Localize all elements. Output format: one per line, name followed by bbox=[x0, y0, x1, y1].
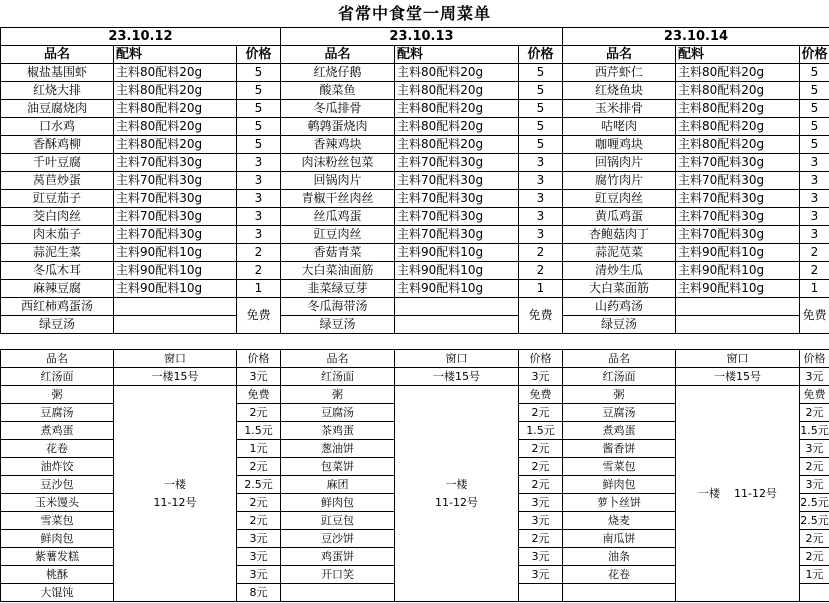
breakfast-item-price: 2.5元 bbox=[237, 476, 281, 494]
breakfast-item-price: 1元 bbox=[800, 566, 829, 584]
soup-price: 免费 bbox=[237, 298, 281, 334]
date-cell: 23.10.14 bbox=[563, 28, 829, 46]
dish-price: 5 bbox=[237, 118, 281, 136]
breakfast-item-name: 酱香饼 bbox=[563, 440, 676, 458]
dish-ingredients: 主料90配料10g bbox=[676, 262, 800, 280]
dish-name: 肉沫粉丝包菜 bbox=[281, 154, 395, 172]
breakfast-item-name: 红汤面 bbox=[563, 368, 676, 386]
soup-row bbox=[1, 298, 829, 316]
dish-price: 5 bbox=[237, 64, 281, 82]
dish-ingredients: 主料80配料20g bbox=[114, 64, 237, 82]
breakfast-item-price: 3元 bbox=[800, 440, 829, 458]
breakfast-window-first: 一楼15号 bbox=[114, 368, 237, 386]
header-row bbox=[1, 46, 829, 64]
breakfast-item-name: 包菜饼 bbox=[281, 458, 395, 476]
dish-ingredients: 主料80配料20g bbox=[676, 100, 800, 118]
date-cell: 23.10.13 bbox=[281, 28, 563, 46]
dish-name: 腐竹肉片 bbox=[563, 172, 676, 190]
breakfast-item-name: 煮鸡蛋 bbox=[563, 422, 676, 440]
breakfast-window-first: 一楼15号 bbox=[676, 368, 800, 386]
breakfast-item-name: 烧麦 bbox=[563, 512, 676, 530]
dish-name: 油豆腐烧肉 bbox=[1, 100, 114, 118]
window-inline: 一楼 11-12号 bbox=[698, 486, 777, 500]
header-ingredients: 配料 bbox=[676, 46, 800, 64]
dish-price: 3 bbox=[237, 154, 281, 172]
dish-price: 2 bbox=[800, 262, 829, 280]
breakfast-item-name: 豆腐汤 bbox=[563, 404, 676, 422]
breakfast-item-name: 开口笑 bbox=[281, 566, 395, 584]
dish-name: 咕咾肉 bbox=[563, 118, 676, 136]
date-cell: 23.10.12 bbox=[1, 28, 281, 46]
dish-row bbox=[1, 100, 829, 118]
soup-row bbox=[1, 316, 829, 334]
dish-row bbox=[1, 262, 829, 280]
breakfast-item-price: 1.5元 bbox=[800, 422, 829, 440]
breakfast-item-price: 1.5元 bbox=[237, 422, 281, 440]
soup-name: 西红柿鸡蛋汤 bbox=[1, 298, 114, 316]
dish-price: 5 bbox=[800, 136, 829, 154]
breakfast-item-price: 3元 bbox=[519, 548, 563, 566]
soup-blank bbox=[114, 316, 237, 334]
dish-price: 3 bbox=[800, 172, 829, 190]
breakfast-header-name: 品名 bbox=[281, 350, 395, 368]
breakfast-item-name: 鸡蛋饼 bbox=[281, 548, 395, 566]
breakfast-header-name: 品名 bbox=[563, 350, 676, 368]
header-ingredients: 配料 bbox=[114, 46, 237, 64]
dish-name: 西芹虾仁 bbox=[563, 64, 676, 82]
dish-name: 杏鲍菇肉丁 bbox=[563, 226, 676, 244]
breakfast-item-name: 鲜肉包 bbox=[563, 476, 676, 494]
dish-row bbox=[1, 280, 829, 298]
dish-name: 茭白肉丝 bbox=[1, 208, 114, 226]
breakfast-item-price: 3元 bbox=[237, 530, 281, 548]
header-ingredients: 配料 bbox=[395, 46, 519, 64]
soup-blank bbox=[676, 298, 800, 316]
dish-price: 3 bbox=[800, 226, 829, 244]
dish-ingredients: 主料90配料10g bbox=[395, 244, 519, 262]
dish-price: 5 bbox=[237, 82, 281, 100]
breakfast-item-price: 2元 bbox=[237, 512, 281, 530]
dish-name: 大白菜油面筋 bbox=[281, 262, 395, 280]
breakfast-item-price: 3元 bbox=[519, 512, 563, 530]
breakfast-item-name: 红汤面 bbox=[1, 368, 114, 386]
breakfast-item-name: 煮鸡蛋 bbox=[1, 422, 114, 440]
breakfast-header-price: 价格 bbox=[800, 350, 829, 368]
breakfast-window-main bbox=[676, 386, 800, 602]
dish-ingredients: 主料80配料20g bbox=[395, 100, 519, 118]
dish-price: 3 bbox=[519, 190, 563, 208]
dish-name: 回锅肉片 bbox=[281, 172, 395, 190]
breakfast-item-name: 茶鸡蛋 bbox=[281, 422, 395, 440]
breakfast-item-name: 油条 bbox=[563, 548, 676, 566]
header-name: 品名 bbox=[1, 46, 114, 64]
breakfast-item-name: 葱油饼 bbox=[281, 440, 395, 458]
dish-ingredients: 主料70配料30g bbox=[676, 172, 800, 190]
breakfast-item-name: 麻团 bbox=[281, 476, 395, 494]
dish-row bbox=[1, 172, 829, 190]
breakfast-item-price: 2元 bbox=[237, 458, 281, 476]
breakfast-header-name: 品名 bbox=[1, 350, 114, 368]
dish-ingredients: 主料80配料20g bbox=[676, 82, 800, 100]
dish-ingredients: 主料70配料30g bbox=[114, 172, 237, 190]
dish-name: 麻辣豆腐 bbox=[1, 280, 114, 298]
breakfast-row bbox=[1, 368, 829, 386]
breakfast-item-price: 2元 bbox=[519, 476, 563, 494]
breakfast-item-name: 红汤面 bbox=[281, 368, 395, 386]
dish-ingredients: 主料90配料10g bbox=[395, 280, 519, 298]
dish-name: 鹌鹑蛋烧肉 bbox=[281, 118, 395, 136]
soup-blank bbox=[114, 298, 237, 316]
dish-price: 3 bbox=[519, 226, 563, 244]
dish-price: 1 bbox=[237, 280, 281, 298]
dish-price: 5 bbox=[800, 100, 829, 118]
breakfast-window-first: 一楼15号 bbox=[395, 368, 519, 386]
dish-ingredients: 主料90配料10g bbox=[114, 280, 237, 298]
dish-ingredients: 主料70配料30g bbox=[676, 154, 800, 172]
dish-row bbox=[1, 64, 829, 82]
breakfast-item-price: 3元 bbox=[800, 476, 829, 494]
window-line2: 11-12号 bbox=[435, 495, 478, 509]
breakfast-item-name: 粥 bbox=[563, 386, 676, 404]
dish-price: 3 bbox=[519, 172, 563, 190]
breakfast-item-name: 豆腐汤 bbox=[281, 404, 395, 422]
breakfast-header-window: 窗口 bbox=[114, 350, 237, 368]
breakfast-header-row bbox=[1, 350, 829, 368]
dish-name: 肉末茄子 bbox=[1, 226, 114, 244]
breakfast-item-price: 2元 bbox=[519, 440, 563, 458]
dish-ingredients: 主料80配料20g bbox=[114, 136, 237, 154]
dish-ingredients: 主料70配料30g bbox=[676, 208, 800, 226]
dish-name: 红烧大排 bbox=[1, 82, 114, 100]
header-price: 价格 bbox=[237, 46, 281, 64]
dish-price: 5 bbox=[800, 82, 829, 100]
breakfast-item-price: 3元 bbox=[237, 368, 281, 386]
breakfast-item-price: 2元 bbox=[237, 494, 281, 512]
dish-ingredients: 主料80配料20g bbox=[114, 118, 237, 136]
header-name: 品名 bbox=[281, 46, 395, 64]
dish-price: 3 bbox=[237, 190, 281, 208]
dish-price: 2 bbox=[237, 262, 281, 280]
dish-ingredients: 主料80配料20g bbox=[676, 136, 800, 154]
dish-price: 2 bbox=[237, 244, 281, 262]
soup-name: 绿豆汤 bbox=[563, 316, 676, 334]
breakfast-item-price: 2.5元 bbox=[800, 494, 829, 512]
dish-row bbox=[1, 118, 829, 136]
breakfast-item-price: 8元 bbox=[237, 584, 281, 602]
dish-ingredients: 主料90配料10g bbox=[114, 262, 237, 280]
breakfast-item-price: 免费 bbox=[519, 386, 563, 404]
dish-price: 3 bbox=[800, 190, 829, 208]
header-price: 价格 bbox=[801, 47, 828, 62]
dish-ingredients: 主料90配料10g bbox=[676, 244, 800, 262]
soup-blank bbox=[676, 316, 800, 334]
breakfast-item-name: 油炸饺 bbox=[1, 458, 114, 476]
soup-name: 山药鸡汤 bbox=[563, 298, 676, 316]
dish-price: 5 bbox=[519, 82, 563, 100]
dish-name: 香酥鸡柳 bbox=[1, 136, 114, 154]
dish-price: 3 bbox=[237, 226, 281, 244]
dish-price: 5 bbox=[519, 118, 563, 136]
dish-name: 香菇青菜 bbox=[281, 244, 395, 262]
soup-name: 绿豆汤 bbox=[281, 316, 395, 334]
dish-price: 2 bbox=[519, 244, 563, 262]
breakfast-row bbox=[1, 386, 829, 404]
dish-ingredients: 主料80配料20g bbox=[676, 118, 800, 136]
breakfast-item-name: 萝卜丝饼 bbox=[563, 494, 676, 512]
breakfast-item-price: 2元 bbox=[800, 404, 829, 422]
dish-price: 3 bbox=[519, 208, 563, 226]
breakfast-item-price: 2元 bbox=[519, 530, 563, 548]
dish-ingredients: 主料80配料20g bbox=[395, 82, 519, 100]
breakfast-item-name: 雪菜包 bbox=[1, 512, 114, 530]
dish-name: 冬瓜木耳 bbox=[1, 262, 114, 280]
window-line1: 一楼 bbox=[164, 477, 186, 491]
dish-name: 千叶豆腐 bbox=[1, 154, 114, 172]
dish-price: 3 bbox=[519, 154, 563, 172]
dish-price: 5 bbox=[237, 100, 281, 118]
dish-name: 咖喱鸡块 bbox=[563, 136, 676, 154]
dish-ingredients: 主料90配料10g bbox=[114, 244, 237, 262]
breakfast-item-price: 3元 bbox=[237, 566, 281, 584]
dish-price: 2 bbox=[800, 244, 829, 262]
breakfast-item-name: 花卷 bbox=[1, 440, 114, 458]
dish-price: 3 bbox=[237, 172, 281, 190]
breakfast-item-price: 3元 bbox=[519, 368, 563, 386]
dish-price: 3 bbox=[800, 154, 829, 172]
breakfast-item-name: 豆沙饼 bbox=[281, 530, 395, 548]
dish-ingredients: 主料80配料20g bbox=[114, 100, 237, 118]
breakfast-item-price: 3元 bbox=[237, 548, 281, 566]
breakfast-item-name: 桃酥 bbox=[1, 566, 114, 584]
dish-name: 清炒生瓜 bbox=[563, 262, 676, 280]
dish-row bbox=[1, 208, 829, 226]
breakfast-item-name: 南瓜饼 bbox=[563, 530, 676, 548]
dish-name: 蒜泥苋菜 bbox=[563, 244, 676, 262]
breakfast-item-price: 1.5元 bbox=[519, 422, 563, 440]
breakfast-item-name: 粥 bbox=[281, 386, 395, 404]
breakfast-item-name: 紫薯发糕 bbox=[1, 548, 114, 566]
dish-name: 椒盐基围虾 bbox=[1, 64, 114, 82]
breakfast-item-price: 2元 bbox=[800, 548, 829, 566]
dish-price: 5 bbox=[519, 136, 563, 154]
dish-price: 1 bbox=[519, 280, 563, 298]
date-row bbox=[1, 28, 829, 46]
dish-name: 黄瓜鸡蛋 bbox=[563, 208, 676, 226]
breakfast-window-main bbox=[395, 386, 519, 602]
dish-ingredients: 主料80配料20g bbox=[395, 136, 519, 154]
dish-name: 韭菜绿豆芽 bbox=[281, 280, 395, 298]
soup-name: 冬瓜海带汤 bbox=[281, 298, 395, 316]
dish-price: 5 bbox=[800, 118, 829, 136]
dish-ingredients: 主料80配料20g bbox=[114, 82, 237, 100]
breakfast-header-price: 价格 bbox=[237, 350, 281, 368]
dish-ingredients: 主料80配料20g bbox=[676, 64, 800, 82]
dish-price: 5 bbox=[519, 100, 563, 118]
dish-row bbox=[1, 226, 829, 244]
header-name: 品名 bbox=[563, 46, 676, 64]
dish-ingredients: 主料70配料30g bbox=[395, 190, 519, 208]
dish-row bbox=[1, 82, 829, 100]
breakfast-item-price: 1元 bbox=[237, 440, 281, 458]
breakfast-item-price: 2元 bbox=[800, 530, 829, 548]
breakfast-item-name: 粥 bbox=[1, 386, 114, 404]
header-price: 价格 bbox=[519, 46, 563, 64]
breakfast-item-price bbox=[800, 584, 829, 602]
dish-ingredients: 主料70配料30g bbox=[114, 226, 237, 244]
window-line2: 11-12号 bbox=[153, 495, 197, 509]
breakfast-header-window: 窗口 bbox=[395, 350, 519, 368]
soup-blank bbox=[395, 316, 519, 334]
dish-price: 2 bbox=[519, 262, 563, 280]
dish-name: 蒜泥生菜 bbox=[1, 244, 114, 262]
dish-ingredients: 主料90配料10g bbox=[676, 280, 800, 298]
dish-name: 豇豆肉丝 bbox=[281, 226, 395, 244]
dish-ingredients: 主料70配料30g bbox=[114, 208, 237, 226]
dish-name: 回锅肉片 bbox=[563, 154, 676, 172]
breakfast-item-name bbox=[281, 584, 395, 602]
dish-name: 酸菜鱼 bbox=[281, 82, 395, 100]
dish-name: 红烧鱼块 bbox=[563, 82, 676, 100]
dish-row bbox=[1, 136, 829, 154]
dish-ingredients: 主料70配料30g bbox=[114, 154, 237, 172]
breakfast-item-name: 豆沙包 bbox=[1, 476, 114, 494]
dish-ingredients: 主料80配料20g bbox=[395, 118, 519, 136]
lunch-menu-table bbox=[0, 27, 829, 334]
breakfast-item-name: 鲜肉包 bbox=[1, 530, 114, 548]
dish-name: 豇豆茄子 bbox=[1, 190, 114, 208]
dish-name: 丝瓜鸡蛋 bbox=[281, 208, 395, 226]
dish-name: 豇豆肉丝 bbox=[563, 190, 676, 208]
dish-name: 玉米排骨 bbox=[563, 100, 676, 118]
breakfast-item-price: 2元 bbox=[519, 458, 563, 476]
breakfast-menu-table bbox=[0, 349, 829, 602]
dish-price: 3 bbox=[800, 208, 829, 226]
breakfast-item-name: 大馄饨 bbox=[1, 584, 114, 602]
dish-row bbox=[1, 154, 829, 172]
dish-ingredients: 主料80配料20g bbox=[395, 64, 519, 82]
soup-blank bbox=[395, 298, 519, 316]
dish-ingredients: 主料70配料30g bbox=[676, 190, 800, 208]
dish-ingredients: 主料70配料30g bbox=[114, 190, 237, 208]
soup-name: 绿豆汤 bbox=[1, 316, 114, 334]
dish-name: 红烧仔鹅 bbox=[281, 64, 395, 82]
breakfast-item-price: 3元 bbox=[519, 494, 563, 512]
dish-ingredients: 主料70配料30g bbox=[395, 226, 519, 244]
breakfast-item-price: 免费 bbox=[237, 386, 281, 404]
dish-ingredients: 主料70配料30g bbox=[395, 154, 519, 172]
breakfast-item-name: 鲜肉包 bbox=[281, 494, 395, 512]
dish-name: 冬瓜排骨 bbox=[281, 100, 395, 118]
dish-ingredients: 主料90配料10g bbox=[395, 262, 519, 280]
breakfast-header-window: 窗口 bbox=[676, 350, 800, 368]
soup-price: 免费 bbox=[800, 298, 829, 334]
breakfast-item-price: 3元 bbox=[519, 566, 563, 584]
breakfast-item-price bbox=[519, 584, 563, 602]
dish-name: 莴苣炒蛋 bbox=[1, 172, 114, 190]
dish-price: 5 bbox=[237, 136, 281, 154]
dish-name: 大白菜面筋 bbox=[563, 280, 676, 298]
dish-row bbox=[1, 244, 829, 262]
dish-name: 青椒干丝肉丝 bbox=[281, 190, 395, 208]
soup-price: 免费 bbox=[519, 298, 563, 334]
breakfast-item-name: 玉米馒头 bbox=[1, 494, 114, 512]
window-line1: 一楼 bbox=[445, 477, 468, 491]
page-title: 省常中食堂一周菜单 bbox=[337, 4, 491, 23]
breakfast-item-price: 2元 bbox=[519, 404, 563, 422]
dish-name: 口水鸡 bbox=[1, 118, 114, 136]
dish-ingredients: 主料70配料30g bbox=[395, 208, 519, 226]
dish-ingredients: 主料70配料30g bbox=[395, 172, 519, 190]
breakfast-item-price: 3元 bbox=[800, 368, 829, 386]
dish-price: 1 bbox=[800, 280, 829, 298]
breakfast-item-name: 雪菜包 bbox=[563, 458, 676, 476]
breakfast-item-price: 2元 bbox=[800, 458, 829, 476]
dish-ingredients: 主料70配料30g bbox=[676, 226, 800, 244]
breakfast-item-name: 豇豆包 bbox=[281, 512, 395, 530]
section-gap bbox=[0, 332, 829, 349]
dish-price: 5 bbox=[519, 64, 563, 82]
breakfast-item-price: 2.5元 bbox=[800, 512, 829, 530]
dish-price: 5 bbox=[800, 64, 829, 82]
dish-price: 3 bbox=[237, 208, 281, 226]
breakfast-item-name bbox=[563, 584, 676, 602]
breakfast-header-price: 价格 bbox=[519, 350, 563, 368]
breakfast-item-name: 花卷 bbox=[563, 566, 676, 584]
breakfast-item-name: 豆腐汤 bbox=[1, 404, 114, 422]
breakfast-window-main bbox=[114, 386, 237, 602]
dish-row bbox=[1, 190, 829, 208]
dish-name: 香辣鸡块 bbox=[281, 136, 395, 154]
breakfast-item-price: 2元 bbox=[237, 404, 281, 422]
breakfast-item-price: 免费 bbox=[800, 386, 829, 404]
